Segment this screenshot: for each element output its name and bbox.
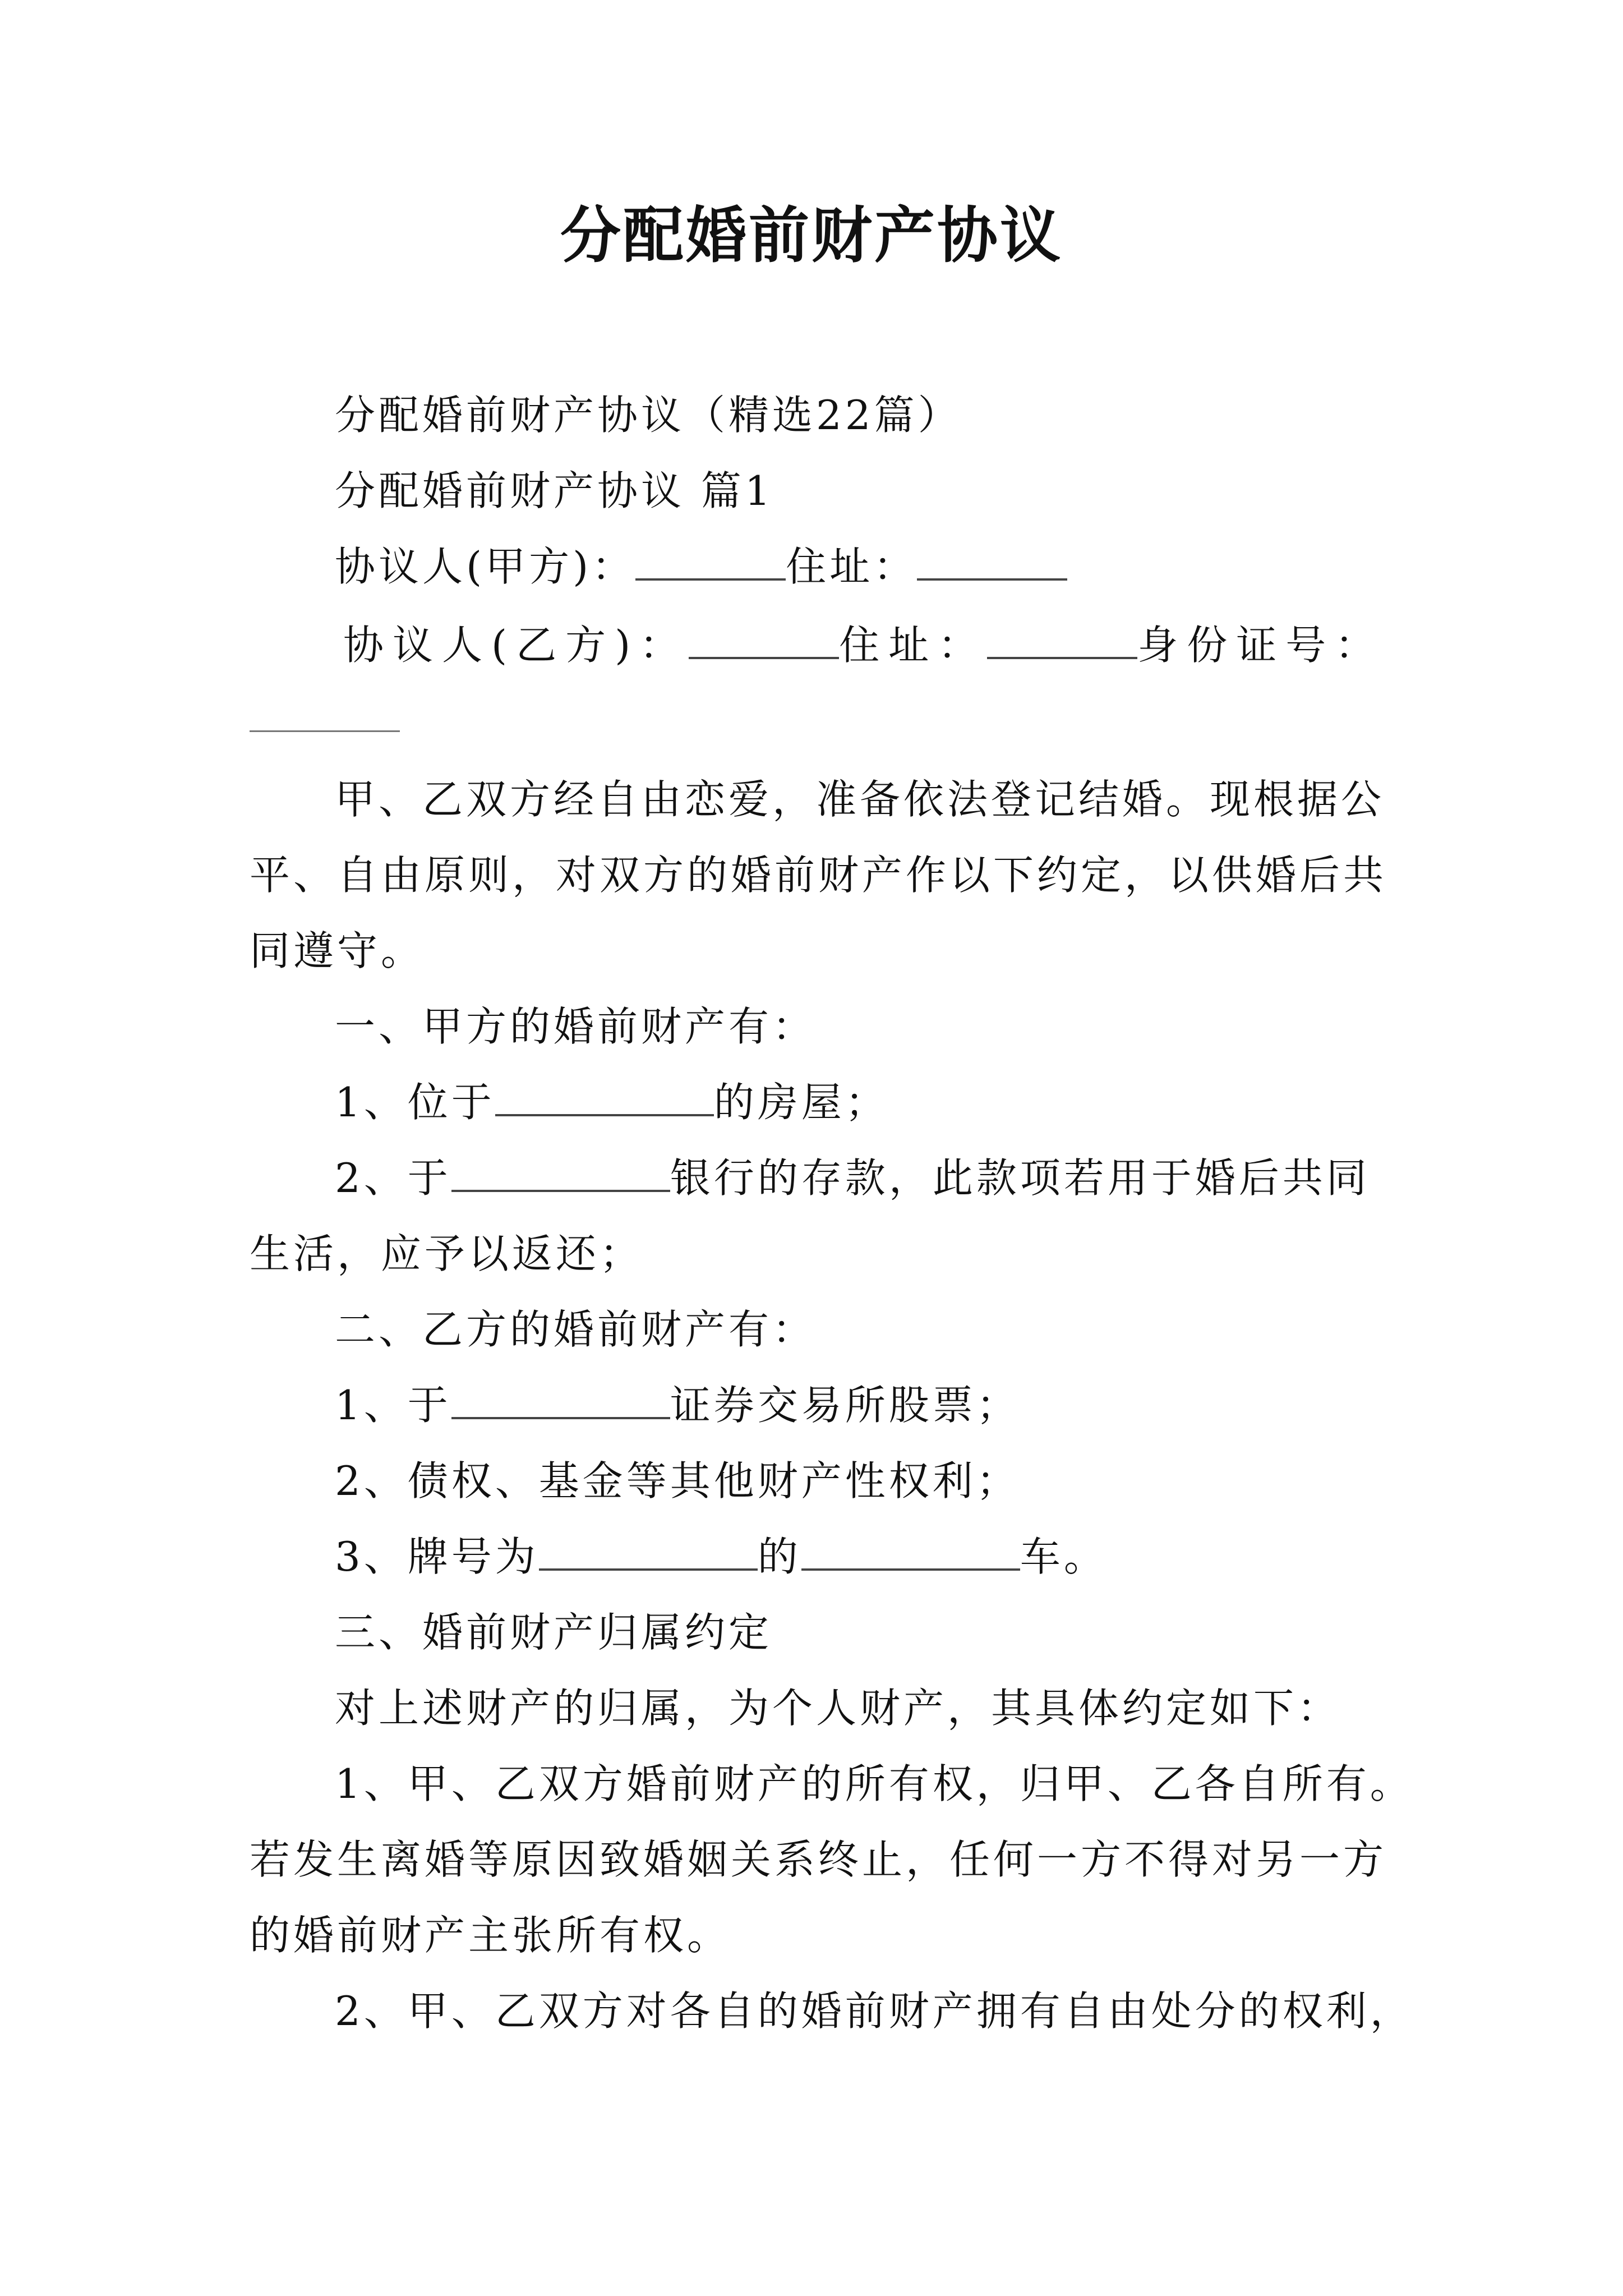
part1-item2-suffix: 银行的存款，此款项若用于婚后共同: [670, 1154, 1370, 1202]
intro-line-3: 同遵守。: [250, 927, 425, 974]
part2-heading: 二、乙方的婚前财产有：: [335, 1306, 817, 1353]
part3-item1-line2: 若发生离婚等原因致婚姻关系终止，任何一方不得对另一方: [250, 1836, 1387, 1883]
part2-item1-text: 1、于: [335, 1382, 451, 1429]
party-b-address-label: 住址：: [839, 622, 988, 669]
part3-intro: 对上述财产的归属，为个人财产，其具体约定如下：: [335, 1685, 1341, 1732]
part1-item2-continued: 生活，应予以返还；: [250, 1230, 644, 1277]
part2-item3-blank-2: [801, 1534, 1020, 1571]
part3-item1-line3: 的婚前财产主张所有权。: [250, 1912, 731, 1959]
party-b-id-label: 身份证号：: [1137, 622, 1385, 669]
party-a-line: [335, 539, 1067, 595]
part1-heading: 一、甲方的婚前财产有：: [335, 1003, 817, 1050]
part2-item2: 2、债权、基金等其他财产性权利；: [335, 1457, 1020, 1504]
part2-item3: [335, 1529, 1108, 1585]
section-heading: 分配婚前财产协议 篇1: [335, 467, 774, 514]
part1-item2-text: 2、于: [335, 1154, 451, 1202]
part2-item3-mid: 的: [757, 1533, 801, 1580]
party-a-address-label: 住址：: [786, 543, 917, 590]
part2-item1-suffix: 证券交易所股票；: [670, 1382, 1020, 1429]
part3-item2-line1: 2、甲、乙双方对各自的婚前财产拥有自由处分的权利，: [335, 1987, 1414, 2035]
party-b-label: 协议人(乙方)：: [343, 622, 689, 669]
party-b-id-blank: [250, 730, 400, 732]
part3-item1-line1: 1、甲、乙双方婚前财产的所有权，归甲、乙各自所有。: [335, 1760, 1414, 1807]
intro-line-2: 平、自由原则，对双方的婚前财产作以下约定，以供婚后共: [250, 852, 1387, 899]
intro-line-1: 甲、乙双方经自由恋爱，准备依法登记结婚。现根据公: [335, 776, 1385, 823]
part2-item3-blank-1: [539, 1534, 758, 1571]
party-a-address-blank: [917, 544, 1067, 581]
part2-item3-suffix: 车。: [1020, 1533, 1108, 1580]
part3-heading: 三、婚前财产归属约定: [335, 1609, 773, 1656]
part2-item1: [335, 1377, 1020, 1433]
party-b-line: [343, 617, 1384, 673]
part1-item1-text: 1、位于: [335, 1079, 495, 1126]
part2-item1-blank: [451, 1382, 670, 1419]
part1-item1-blank: [495, 1079, 714, 1116]
part1-item2: [335, 1150, 1370, 1206]
party-a-label: 协议人(甲方)：: [335, 543, 636, 590]
part1-item2-blank: [451, 1155, 670, 1192]
subtitle-line: 分配婚前财产协议（精选22篇）: [335, 392, 962, 439]
part2-item3-text: 3、牌号为: [335, 1533, 539, 1580]
document-title: 分配婚前财产协议: [560, 200, 1063, 271]
party-b-address-blank: [987, 622, 1137, 659]
part1-item1: [335, 1074, 889, 1130]
party-a-name-blank: [635, 544, 786, 581]
party-b-name-blank: [689, 622, 839, 659]
part1-item1-suffix: 的房屋；: [713, 1079, 889, 1126]
